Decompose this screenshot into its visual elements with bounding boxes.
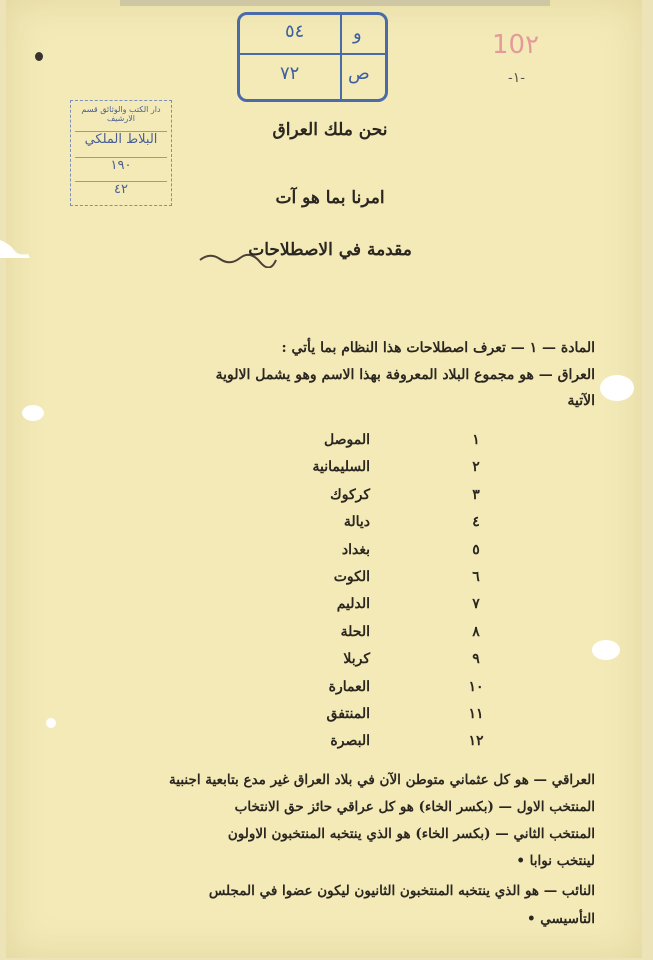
province-number: ٧: [472, 596, 480, 613]
definition-second-elector: المنتخب الثاني — (بكسر الخاء) هو الذي ينتخبه المنتخبون الاولون: [227, 826, 595, 842]
province-name: الكوت: [333, 569, 370, 585]
registry-row: البلاط الملكي: [75, 131, 167, 147]
province-name: المنتفق: [326, 706, 370, 722]
province-name: كركوك: [330, 486, 370, 503]
iraq-definition-continued: الآتية: [567, 393, 595, 409]
province-name: السليمانية: [312, 459, 370, 476]
province-number: ١٢: [468, 733, 484, 750]
archive-stamp: [237, 12, 388, 102]
definition-iraqi: العراقي — هو كل عثماني متوطن الآن في بلاد العراق غير مدع بتابعية اجنبية: [169, 772, 595, 788]
province-name: كربلا: [343, 651, 370, 668]
province-number: ٣: [472, 486, 480, 503]
province-name: بغداد: [341, 541, 370, 558]
paper-tear: [22, 405, 44, 421]
province-name: البصرة: [330, 733, 370, 750]
definition-first-elector: المنتخب الاول — (بكسر الخاء) هو كل عراقي حائز حق الانتخاب: [234, 799, 595, 815]
stamp-cell: ٧٢: [280, 63, 300, 84]
pencil-folio-number: 10٢: [492, 30, 540, 60]
paper-damage: [0, 238, 30, 258]
stamp-cell: ص: [348, 63, 370, 84]
province-number: ٢: [472, 459, 480, 476]
definition-deputy-cont: التأسيسي •: [526, 911, 595, 927]
stamp-divider: [340, 15, 342, 99]
page-marker: -١-: [508, 70, 525, 86]
province-number: ٨: [472, 623, 480, 640]
province-number: ١: [472, 432, 480, 448]
registry-header: دار الكتب والوثائق قسم الارشيف: [81, 105, 161, 123]
section-heading: مقدمة في الاصطلاحات: [248, 240, 412, 260]
article-intro: المادة — ١ — تعرف اصطلاحات هذا النظام بما يأتي :: [281, 340, 595, 356]
province-name: الدليم: [336, 596, 370, 613]
province-number: ٦: [472, 569, 480, 585]
stamp-cell: و: [353, 23, 362, 44]
definition-deputy: النائب — هو الذي ينتخبه المنتخبون الثانيون ليكون عضوا في المجلس: [208, 883, 595, 899]
stamp-cell: ٥٤: [285, 21, 305, 42]
definition-second-elector-cont: لينتخب نوابا •: [516, 853, 595, 869]
province-number: ٥: [472, 541, 480, 558]
paper-tear: [592, 640, 620, 660]
stamp-divider: [240, 53, 385, 55]
province-number: ٤: [472, 514, 480, 531]
province-name: ديالة: [343, 514, 370, 531]
registry-row: ١٩٠: [75, 157, 167, 173]
province-name: العمارة: [328, 678, 370, 695]
province-name: الحلة: [340, 623, 370, 640]
province-name: الموصل: [324, 432, 370, 448]
paper-tear: [600, 375, 634, 401]
ink-mark: [35, 52, 43, 61]
registry-row: ٤٢: [75, 181, 167, 197]
province-number: ٩: [472, 651, 480, 668]
province-number: ١٠: [468, 678, 484, 695]
paper-top-strip: [120, 0, 550, 6]
decree-title: نحن ملك العراق: [272, 120, 388, 140]
paper-tear: [46, 718, 56, 728]
decree-subtitle: امرنا بما هو آت: [275, 188, 385, 208]
iraq-definition: العراق — هو مجموع البلاد المعروفة بهذا الاسم وهو يشمل الالوية: [215, 367, 595, 383]
province-number: ١١: [468, 706, 484, 722]
